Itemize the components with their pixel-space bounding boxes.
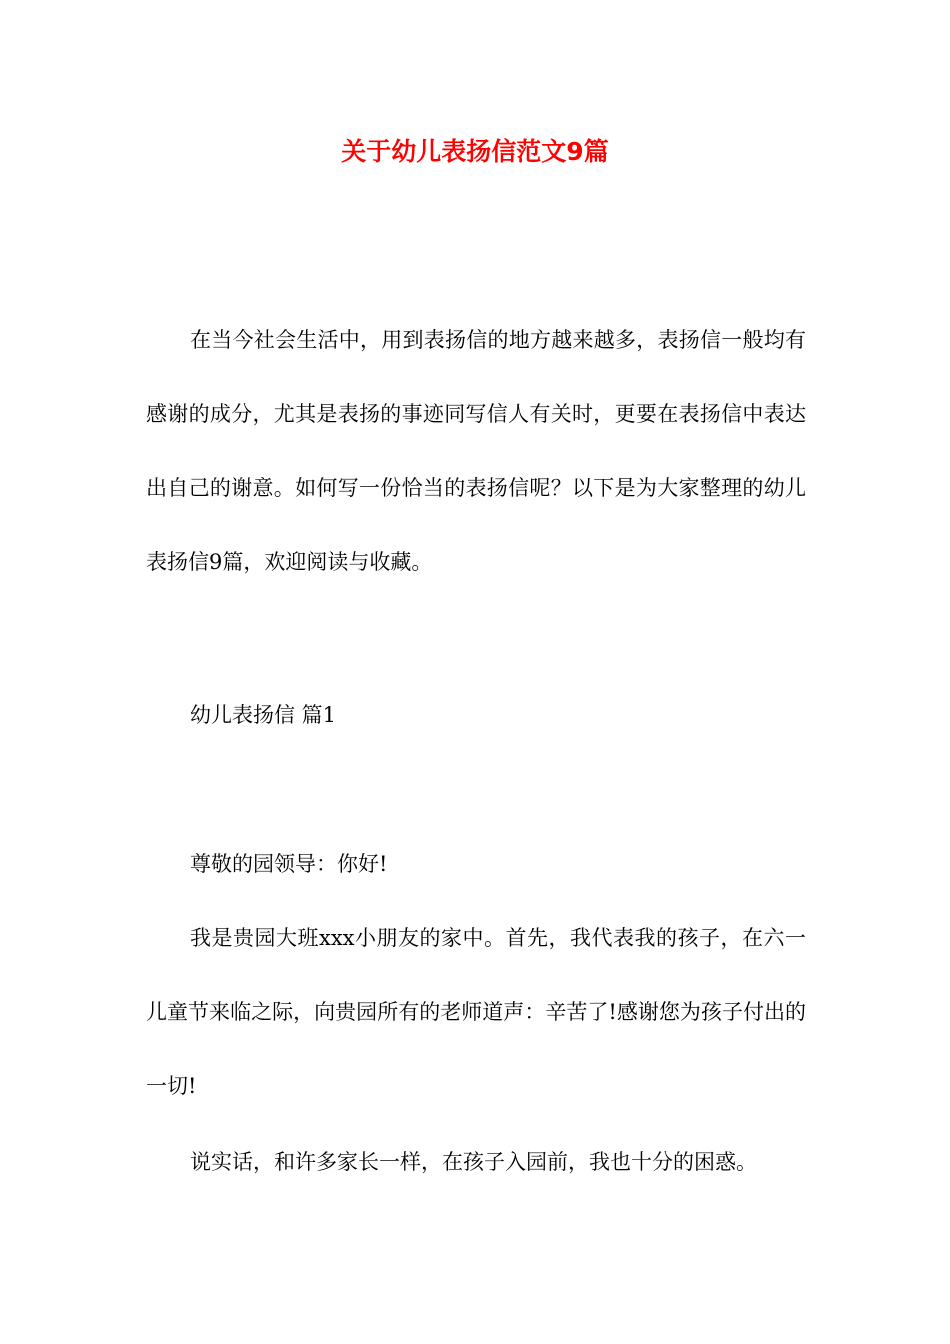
document-title: 关于幼儿表扬信范文9篇 [341, 137, 609, 166]
letter-paragraph: 我是贵园大班xxx小朋友的家中。首先，我代表我的孩子，在六一儿童节来临之际，向贵园所有的老师道声：辛苦了!感谢您为孩子付出的一切! [146, 926, 806, 1098]
section-heading: 幼儿表扬信 篇1 [190, 703, 337, 727]
letter-salutation: 尊敬的园领导：你好! [190, 852, 388, 876]
letter-paragraph: 说实话，和许多家长一样，在孩子入园前，我也十分的困惑。 [190, 1150, 757, 1174]
intro-paragraph: 在当今社会生活中，用到表扬信的地方越来越多，表扬信一般均有感谢的成分，尤其是表扬的事迹同写信人有关时，更要在表扬信中表达出自己的谢意。如何写一份恰当的表扬信呢？以下是为大家整理的幼儿表扬信9篇，欢迎阅读与收藏。 [146, 328, 806, 574]
